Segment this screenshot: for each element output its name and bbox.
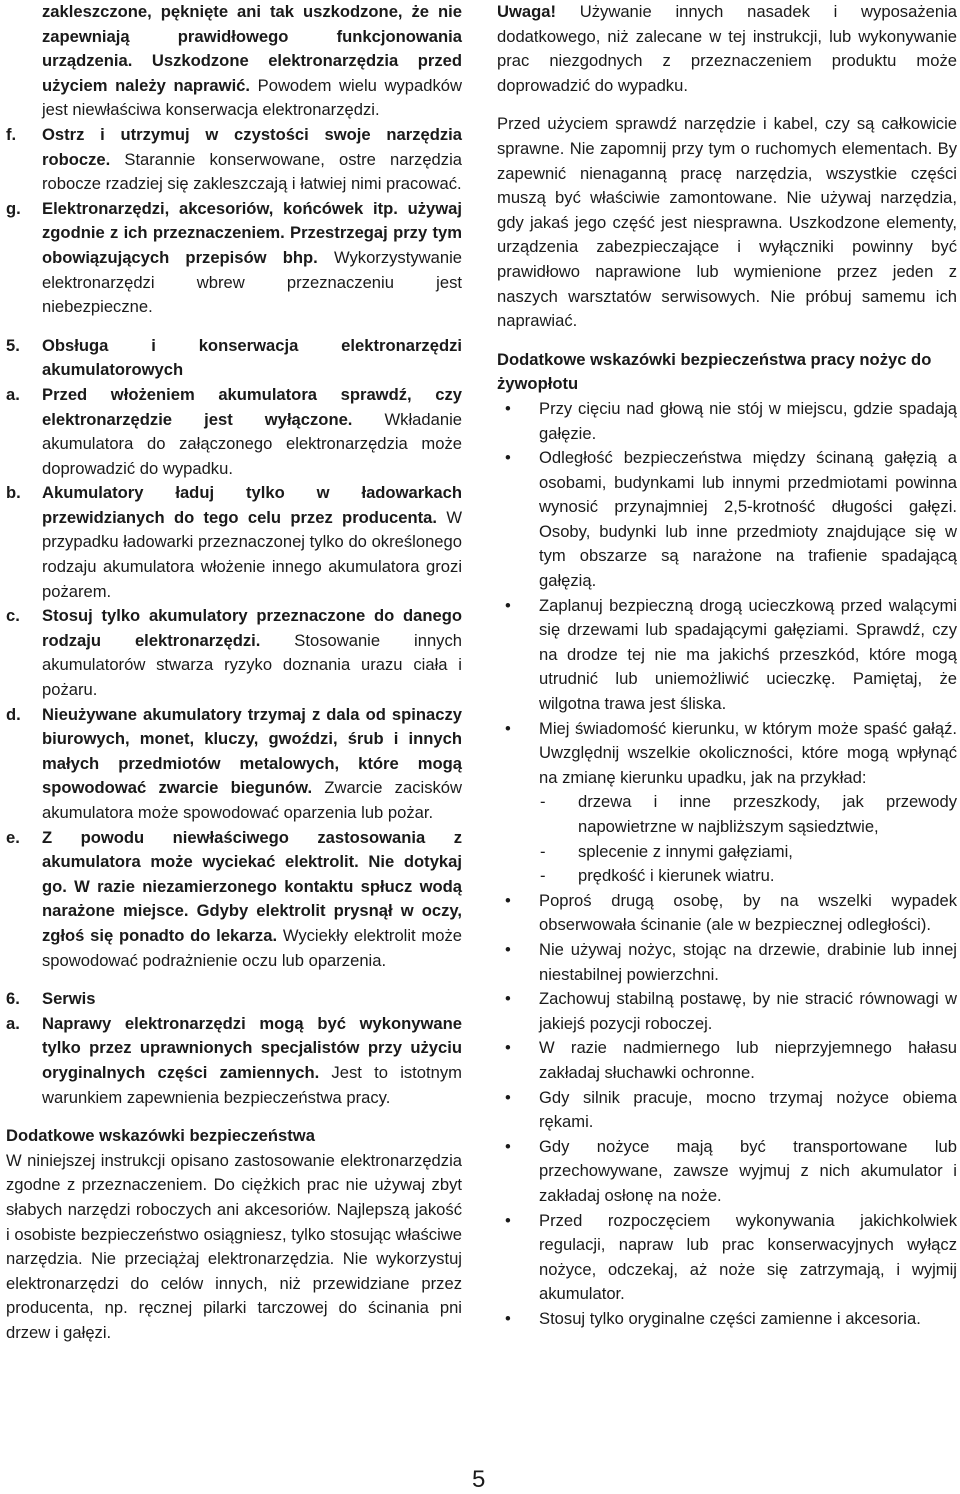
page-number: 5 <box>472 1466 486 1493</box>
intro-bold: zakleszczone, pęknięte ani tak uszkodzone, że nie zapewniają prawidłowego funkcjonowania urządzenia. Uszkodzone elektronarzędzia przed użyciem należy naprawić. <box>42 2 462 95</box>
item-5c: c. Stosuj tylko akumulatory przeznaczone do danego rodzaju elektronarzędzi. Stosowanie innych akumulatorów stwarza ryzyko doznania urazu ciała i pożaru. <box>6 606 462 700</box>
item-marker: a. <box>6 384 20 404</box>
item-5b: b. Akumulatory ładuj tylko w ładowarkach przewidzianych do tego celu przez producenta. W przypadku ładowarki przeznaczonej tylko do określonego rodzaju akumulatora włożenie innego akumulatora grozi pożarem. <box>6 483 462 601</box>
section-number: 5. <box>6 335 20 355</box>
bullet-mark: • <box>505 890 511 910</box>
dash-mark: - <box>540 841 546 861</box>
extra-safety-text: W niniejszej instrukcji opisano zastosowanie elektronarzędzia zgodne z przeznaczeniem. Do ciężkich prac nie używaj zbyt słabych narzędzi roboczych ani akcesoriów. Najlepszą jakość i osobiste bezpieczeństwo osiągniesz, tylko stosując właściwe narzędzia. Nie przeciążaj elektronarzędzia. Nie wykorzystuj elektronarzędzi do celów innych, niż przewidziane przez producenta, np. ręcznej pilarki tarczowej do ścinania pni drzew i gałęzi. <box>6 1150 462 1342</box>
bullet-mark: • <box>505 1136 511 1156</box>
left-column <box>6 0 462 1345</box>
item-5e: e. Z powodu niewłaściwego zastosowania z akumulatora może wyciekać elektrolit. Nie dotykaj go. W razie niezamierzonego kontaktu spłucz wodą narażone miejsce. Gdyby elektrolit prysnął w oczy, zgłoś się ponadto do lekarza. Wyciekły elektrolit może spowodować podrażnienie oczu lub oparzenia. <box>6 827 462 970</box>
bullet-mark: • <box>505 718 511 738</box>
bullet-item: • Odległość bezpieczeństwa między ścinaną gałęzią a osobami, budynkami lub innymi przedmiotami powinna wynosić przynajmniej 2,5-krotność długości gałęzi. Osoby, budynki lub inne przedmioty znajdujące się w tym obszarze są narażone na trafienie spadającą gałęzią. <box>505 448 957 591</box>
warning-label: Uwaga! <box>497 2 557 21</box>
bullet-mark: • <box>505 398 511 418</box>
item-marker: g. <box>6 198 21 218</box>
extra-safety-heading: Dodatkowe wskazówki bezpieczeństwa <box>6 1126 315 1146</box>
bullet-mark: • <box>505 1038 511 1058</box>
item-marker: b. <box>6 483 21 503</box>
intro-rest: Powodem wielu wypadków jest niewłaściwa konserwacja elektronarzędzi. <box>42 75 462 120</box>
item-e-continuation <box>6 0 462 123</box>
item-marker: e. <box>6 827 20 847</box>
bullet-item: • Miej świadomość kierunku, w którym może spaść gałąź. Uwzględnij wszelkie okoliczności, które mogą wpłynąć na zmianę kierunku upadku, jak na przykład: <box>505 718 957 787</box>
warning-paragraph: Uwaga! Używanie innych nasadek i wyposażenia dodatkowego, niż zalecane w tej instrukcji, lub wykonywanie prac niezgodnych z przeznaczeniem produktu może doprowadzić do wypadku. <box>497 2 957 95</box>
bullet-item: • Nie używaj nożyc, stojąc na drzewie, drabinie lub innej niestabilnej powierzchni. <box>505 939 957 984</box>
item-f: f. Ostrz i utrzymuj w czystości swoje narzędzia robocze. Starannie konserwowane, ostre narzędzia robocze rzadziej się zakleszczają i łatwiej nimi pracować. <box>6 124 462 194</box>
bullet-mark: • <box>505 1210 511 1230</box>
section-5-title: 5. Obsługa i konserwacja elektronarzędzi akumulatorowych <box>6 335 462 380</box>
bullet-mark: • <box>505 1308 511 1328</box>
bullet-mark: • <box>505 939 511 959</box>
bullet-item: • Przed rozpoczęciem wykonywania jakichkolwiek regulacji, napraw lub prac konserwacyjnych wyłącz nożyce, odczekaj, aż noże się zatrzymają, i wyjmij akumulator. <box>505 1210 957 1304</box>
bullet-item: • Zachowuj stabilną postawę, by nie stracić równowagi w jakiejś pozycji roboczej. <box>505 989 957 1033</box>
bullet-item: • Przy cięciu nad głową nie stój w miejscu, gdzie spadają gałęzie. <box>505 398 957 443</box>
item-marker: f. <box>6 124 17 144</box>
item-marker: d. <box>6 704 21 724</box>
dash-item: - splecenie z innymi gałęziami, <box>497 840 957 865</box>
dash-mark: - <box>540 792 546 812</box>
dash-mark: - <box>540 866 546 886</box>
dash-item: - drzewa i inne przeszkody, jak przewody napowietrzne w najbliższym sąsiedztwie, <box>540 792 957 836</box>
bullet-item: • Zaplanuj bezpieczną drogą ucieczkową przed walącymi się drzewami lub spadającymi gałęziami. Sprawdź, czy na drodze tej nie ma jakichś przeszkód, które mogą utrudnić lub uniemożliwić ucieczkę. Pamiętaj, że wilgotna trawa jest śliska. <box>505 595 957 714</box>
bullet-mark: • <box>505 595 511 615</box>
hedge-trimmer-heading: Dodatkowe wskazówki bezpieczeństwa pracy nożyc do żywopłotu <box>497 349 932 394</box>
item-g: g. Elektronarzędzi, akcesoriów, końcówek itp. używaj zgodnie z ich przeznaczeniem. Przestrzegaj przy tym obowiązujących przepisów bhp. Wykorzystywanie elektronarzędzi wbrew przeznaczeniu jest niebezpieczne. <box>6 198 462 317</box>
bullet-mark: • <box>505 989 511 1009</box>
item-marker: a. <box>6 1013 20 1033</box>
item-5a: a. Przed włożeniem akumulatora sprawdź, czy elektronarzędzie jest wyłączone. Wkładanie akumulatora do załączonego elektronarzędzia może doprowadzić do wypadku. <box>6 384 462 478</box>
bullet-item: • Poproś drugą osobę, by na wszelki wypadek obserwowała ścinanie (ale w bezpiecznej odległości). <box>505 890 957 935</box>
item-6a: a. Naprawy elektronarzędzi mogą być wykonywane tylko przez uprawnionych specjalistów przy użyciu oryginalnych części zamiennych. Jest to istotnym warunkiem zapewnienia bezpieczeństwa pracy. <box>6 1013 462 1107</box>
bullet-item: • Stosuj tylko oryginalne części zamienne i akcesoria. <box>497 1307 957 1332</box>
bullet-item: • Gdy silnik pracuje, mocno trzymaj nożyce obiema rękami. <box>505 1087 957 1132</box>
section-6-title: 6. Serwis <box>6 987 462 1012</box>
dash-item: - prędkość i kierunek wiatru. <box>497 864 957 889</box>
item-5d: d. Nieużywane akumulatory trzymaj z dala od spinaczy biurowych, monet, kluczy, gwoździ, śrub i innych małych przedmiotów metalowych, które mogą spowodować zwarcie biegunów. Zwarcie zacisków akumulatora może spowodować oparzenia lub pożar. <box>6 704 462 822</box>
bullet-item: • Gdy nożyce mają być transportowane lub przechowywane, zawsze wyjmuj z nich akumulator i zakładaj osłonę na noże. <box>505 1136 957 1205</box>
bullet-mark: • <box>505 1087 511 1107</box>
bullet-mark: • <box>505 448 511 468</box>
check-paragraph: Przed użyciem sprawdź narzędzie i kabel, czy są całkowicie sprawne. Nie zapomnij przy tym o ruchomych elementach. By zapewnić nienaganną pracę narzędzia, wszystkie części muszą być właściwie zamontowane. Nie używaj narzędzia, gdy jakaś jego część jest niesprawna. Uszkodzone elementy, urządzenia zabezpieczające i wyłączniki powinny być prawidłowo naprawione lub wymienione przez jeden z naszych warsztatów serwisowych. Nie próbuj samemu ich naprawiać. <box>497 114 957 331</box>
item-marker: c. <box>6 606 20 626</box>
section-number: 6. <box>6 989 20 1009</box>
right-column <box>497 0 957 1331</box>
bullet-item: • W razie nadmiernego lub nieprzyjemnego hałasu zakładaj słuchawki ochronne. <box>505 1038 957 1082</box>
